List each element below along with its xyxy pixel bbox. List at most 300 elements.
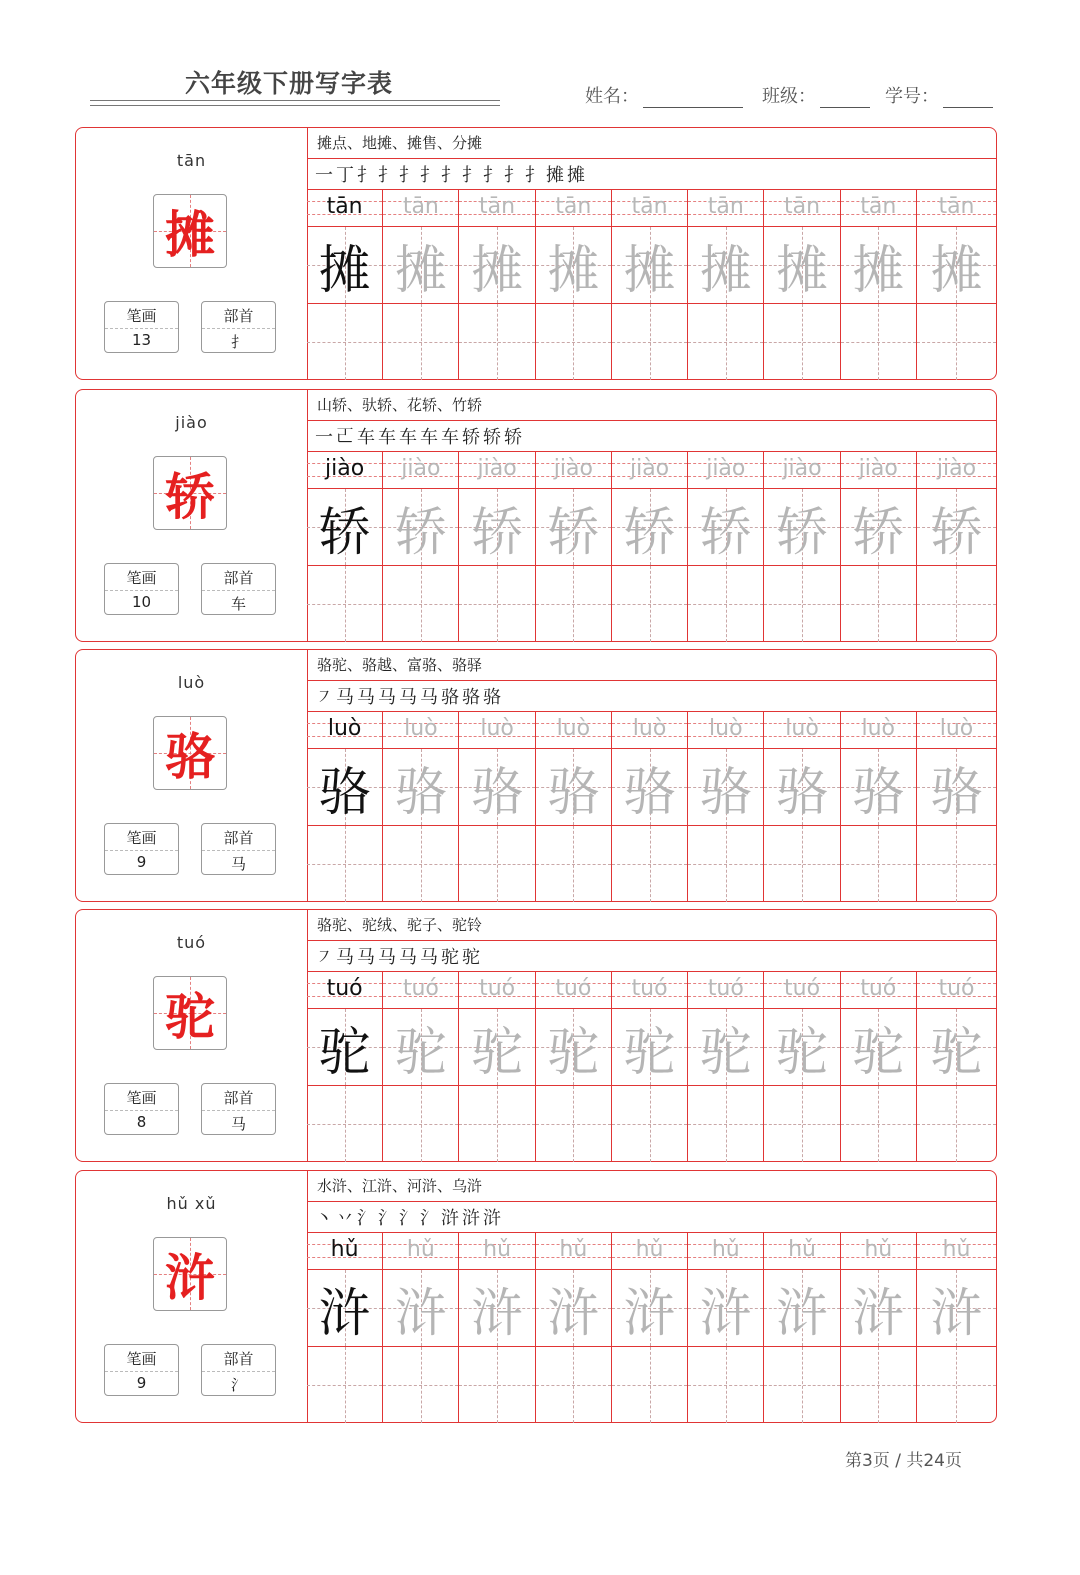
blank-writing-cell[interactable] <box>307 566 382 642</box>
blank-writing-cell[interactable] <box>917 826 996 902</box>
practice-column <box>307 189 383 379</box>
pinyin-cell[interactable] <box>841 711 916 749</box>
practice-column <box>764 711 840 901</box>
blank-writing-cell[interactable] <box>612 826 687 902</box>
stroke-count-box <box>104 823 179 875</box>
tian-zi-cell[interactable] <box>307 749 382 826</box>
practice-grid <box>307 1232 996 1422</box>
stroke-step: 丷 <box>336 1207 354 1229</box>
tian-zi-cell[interactable] <box>841 1270 916 1347</box>
stroke-count-value: 9 <box>136 1374 147 1392</box>
blank-writing-cell[interactable] <box>841 1086 916 1162</box>
stroke-step: 车 <box>441 426 459 448</box>
pinyin-cell[interactable] <box>764 711 839 749</box>
main-character-box <box>153 1237 227 1311</box>
blank-writing-cell[interactable] <box>536 1086 611 1162</box>
stroke-order-row <box>307 1201 996 1233</box>
pinyin-trace: luò <box>785 716 819 741</box>
practice-column <box>917 971 996 1161</box>
pinyin-cell[interactable] <box>841 451 916 489</box>
stroke-count-box <box>104 563 179 615</box>
tian-zi-cell[interactable] <box>764 1270 839 1347</box>
tian-zi-cell[interactable] <box>536 489 611 566</box>
example-words: 山轿、驮轿、花轿、竹轿 <box>307 390 996 421</box>
stroke-step: 氵 <box>378 1207 396 1229</box>
blank-writing-cell[interactable] <box>841 826 916 902</box>
pinyin-cell[interactable] <box>688 189 763 227</box>
practice-column <box>459 971 535 1161</box>
class-field <box>762 82 870 108</box>
tian-zi-cell[interactable] <box>459 1270 534 1347</box>
tian-zi-cell[interactable] <box>841 1009 916 1086</box>
character-block <box>75 649 997 902</box>
pinyin-cell[interactable] <box>764 451 839 489</box>
pinyin-label: tān <box>176 151 207 170</box>
stroke-step: 车 <box>357 426 375 448</box>
character-trace: 驼 <box>547 1022 600 1083</box>
blank-writing-cell[interactable] <box>459 1086 534 1162</box>
stroke-step: 车 <box>420 426 438 448</box>
pinyin-trace: luò <box>404 716 438 741</box>
stroke-step: 驼 <box>462 946 480 968</box>
pinyin-cell[interactable] <box>383 711 458 749</box>
stroke-step: 扌 <box>441 164 459 186</box>
pinyin-trace: luò <box>480 716 514 741</box>
stroke-step: 骆 <box>462 686 480 708</box>
character-block <box>75 909 997 1162</box>
blank-writing-cell[interactable] <box>917 1086 996 1162</box>
stroke-step: 摊 <box>567 164 585 186</box>
pinyin-model: jiào <box>325 456 365 481</box>
practice-grid <box>307 189 996 379</box>
tian-zi-cell[interactable] <box>612 227 687 304</box>
main-character-box <box>153 716 227 790</box>
practice-column <box>383 451 459 641</box>
number-field <box>885 82 993 108</box>
pinyin-cell[interactable] <box>764 189 839 227</box>
blank-writing-cell[interactable] <box>764 304 839 380</box>
pinyin-cell[interactable] <box>612 1232 687 1270</box>
pinyin-cell[interactable] <box>459 971 534 1009</box>
pinyin-cell[interactable] <box>383 971 458 1009</box>
tian-zi-cell[interactable] <box>383 227 458 304</box>
tian-zi-cell[interactable] <box>612 489 687 566</box>
practice-column <box>841 1232 917 1422</box>
blank-writing-cell[interactable] <box>459 566 534 642</box>
blank-writing-cell[interactable] <box>612 1086 687 1162</box>
stroke-step: ㇇ <box>315 686 333 708</box>
blank-writing-cell[interactable] <box>536 826 611 902</box>
class-input-line[interactable] <box>820 87 870 108</box>
stroke-step: 轿 <box>483 426 501 448</box>
pinyin-trace: tuó <box>631 976 668 1001</box>
pinyin-cell[interactable] <box>841 1232 916 1270</box>
stroke-step: 氵 <box>357 1207 375 1229</box>
pinyin-cell[interactable] <box>764 1232 839 1270</box>
pinyin-cell[interactable] <box>459 711 534 749</box>
tian-zi-cell[interactable] <box>307 489 382 566</box>
pinyin-trace: luò <box>556 716 591 741</box>
pinyin-cell[interactable] <box>612 711 687 749</box>
tian-zi-cell[interactable] <box>688 1009 763 1086</box>
blank-writing-cell[interactable] <box>383 1086 458 1162</box>
name-label: 姓名： <box>585 86 639 107</box>
tian-zi-cell[interactable] <box>688 489 763 566</box>
practice-grid <box>307 711 996 901</box>
character-model: 摊 <box>318 240 371 301</box>
pinyin-cell[interactable] <box>536 1232 611 1270</box>
practice-column <box>307 711 383 901</box>
pinyin-cell[interactable] <box>459 451 534 489</box>
page-number: 第3页 / 共24页 <box>845 1451 962 1471</box>
pinyin-trace: luò <box>709 716 743 741</box>
character-trace: 浒 <box>623 1283 676 1344</box>
tian-zi-cell[interactable] <box>764 227 839 304</box>
character-model: 轿 <box>318 502 371 563</box>
tian-zi-cell[interactable] <box>688 749 763 826</box>
pinyin-cell[interactable] <box>917 451 996 489</box>
stroke-count-label: 笔画 <box>126 307 157 325</box>
stroke-step: 扌 <box>399 164 417 186</box>
stroke-step: 马 <box>357 946 375 968</box>
character-trace: 驼 <box>852 1022 905 1083</box>
blank-writing-cell[interactable] <box>688 1086 763 1162</box>
pinyin-label: jiào <box>175 413 208 432</box>
tian-zi-cell[interactable] <box>459 749 534 826</box>
pinyin-cell[interactable] <box>536 189 611 227</box>
practice-column <box>612 451 688 641</box>
pinyin-cell[interactable] <box>917 1232 996 1270</box>
pinyin-label: tuó <box>176 933 207 952</box>
tian-zi-cell[interactable] <box>536 1009 611 1086</box>
stroke-step: 扌 <box>483 164 501 186</box>
character-trace: 摊 <box>394 240 447 301</box>
character-trace: 摊 <box>852 240 905 301</box>
radical-box <box>201 1344 276 1396</box>
pinyin-cell[interactable] <box>307 189 382 227</box>
practice-column <box>459 451 535 641</box>
name-input-line[interactable] <box>643 87 743 108</box>
blank-writing-cell[interactable] <box>383 304 458 380</box>
blank-writing-cell[interactable] <box>383 826 458 902</box>
tian-zi-cell[interactable] <box>383 1270 458 1347</box>
character-trace: 驼 <box>699 1022 752 1083</box>
practice-column <box>459 1232 535 1422</box>
pinyin-trace: tān <box>479 194 516 219</box>
tian-zi-cell[interactable] <box>688 227 763 304</box>
pinyin-trace: hǔ <box>942 1237 971 1262</box>
character-trace: 骆 <box>394 762 447 823</box>
stroke-step: 骆 <box>441 686 459 708</box>
tian-zi-cell[interactable] <box>841 489 916 566</box>
pinyin-label: luò <box>177 673 206 692</box>
pinyin-trace: hǔ <box>864 1237 893 1262</box>
character-model: 骆 <box>318 762 371 823</box>
blank-writing-cell[interactable] <box>688 566 763 642</box>
pinyin-trace: tuó <box>784 976 821 1001</box>
pinyin-cell[interactable] <box>536 971 611 1009</box>
practice-column <box>688 451 764 641</box>
pinyin-cell[interactable] <box>536 451 611 489</box>
character-trace: 骆 <box>852 762 905 823</box>
character-model: 驼 <box>318 1022 371 1083</box>
pinyin-trace: jiào <box>782 456 822 481</box>
tian-zi-cell[interactable] <box>459 489 534 566</box>
main-character: 驼 <box>165 987 215 1046</box>
character-trace: 轿 <box>930 502 983 563</box>
stroke-step: 马 <box>399 946 417 968</box>
stroke-step: 浒 <box>462 1207 480 1229</box>
pinyin-cell[interactable] <box>383 189 458 227</box>
blank-writing-cell[interactable] <box>459 304 534 380</box>
character-info-panel <box>76 128 308 379</box>
stroke-step: 一 <box>315 164 333 186</box>
radical-box <box>201 823 276 875</box>
blank-writing-cell[interactable] <box>841 304 916 380</box>
pinyin-trace: jiào <box>401 456 441 481</box>
stroke-step: 骆 <box>483 686 501 708</box>
practice-grid <box>307 451 996 641</box>
pinyin-cell[interactable] <box>459 1232 534 1270</box>
blank-writing-cell[interactable] <box>917 566 996 642</box>
pinyin-trace: jiào <box>629 456 670 481</box>
character-trace: 摊 <box>699 240 752 301</box>
radical-value: 马 <box>230 855 246 873</box>
stroke-order-row <box>307 680 996 712</box>
character-trace: 浒 <box>776 1283 829 1344</box>
blank-writing-cell[interactable] <box>841 1347 916 1423</box>
pinyin-cell[interactable] <box>536 711 611 749</box>
stroke-step: ㇇ <box>315 946 333 968</box>
blank-writing-cell[interactable] <box>307 1347 382 1423</box>
tian-zi-cell[interactable] <box>917 1009 996 1086</box>
stroke-step: 马 <box>399 686 417 708</box>
tian-zi-cell[interactable] <box>841 749 916 826</box>
pinyin-model: tuó <box>326 976 363 1001</box>
character-trace: 驼 <box>471 1022 524 1083</box>
main-character: 轿 <box>165 467 215 526</box>
blank-writing-cell[interactable] <box>688 304 763 380</box>
tian-zi-cell[interactable] <box>764 489 839 566</box>
radical-box <box>201 301 276 353</box>
blank-writing-cell[interactable] <box>764 1086 839 1162</box>
tian-zi-cell[interactable] <box>612 1009 687 1086</box>
tian-zi-cell[interactable] <box>917 489 996 566</box>
tian-zi-cell[interactable] <box>612 749 687 826</box>
stroke-step: 丶 <box>315 1207 333 1229</box>
pinyin-model: hǔ <box>330 1237 359 1262</box>
pinyin-cell[interactable] <box>917 189 996 227</box>
blank-writing-cell[interactable] <box>459 1347 534 1423</box>
pinyin-trace: jiào <box>858 456 898 481</box>
pinyin-trace: tuó <box>938 976 975 1001</box>
stroke-count-label: 笔画 <box>126 1089 157 1107</box>
pinyin-cell[interactable] <box>917 971 996 1009</box>
blank-writing-cell[interactable] <box>841 566 916 642</box>
pinyin-trace: luò <box>861 716 896 741</box>
practice-panel <box>307 650 996 901</box>
character-trace: 轿 <box>699 502 752 563</box>
blank-writing-cell[interactable] <box>612 566 687 642</box>
pinyin-cell[interactable] <box>383 451 458 489</box>
practice-column <box>536 971 612 1161</box>
practice-column <box>536 711 612 901</box>
blank-writing-cell[interactable] <box>536 1347 611 1423</box>
blank-writing-cell[interactable] <box>612 304 687 380</box>
pinyin-trace: tān <box>707 194 744 219</box>
page-header <box>0 0 1080 120</box>
pinyin-cell[interactable] <box>307 451 382 489</box>
tian-zi-cell[interactable] <box>536 227 611 304</box>
tian-zi-cell[interactable] <box>307 1270 382 1347</box>
practice-column <box>841 451 917 641</box>
radical-value: 车 <box>230 595 246 613</box>
practice-panel <box>307 1171 996 1422</box>
tian-zi-cell[interactable] <box>459 1009 534 1086</box>
blank-writing-cell[interactable] <box>536 566 611 642</box>
pinyin-trace: hǔ <box>559 1237 588 1262</box>
stroke-step: 马 <box>336 946 354 968</box>
tian-zi-cell[interactable] <box>536 1270 611 1347</box>
character-trace: 轿 <box>547 502 600 563</box>
pinyin-trace: hǔ <box>711 1237 740 1262</box>
main-character-box <box>153 456 227 530</box>
blank-writing-cell[interactable] <box>307 304 382 380</box>
stroke-order-row <box>307 940 996 972</box>
tian-zi-cell[interactable] <box>841 227 916 304</box>
practice-panel <box>307 390 996 641</box>
radical-label: 部首 <box>223 569 254 587</box>
practice-column <box>917 451 996 641</box>
practice-column <box>764 451 840 641</box>
practice-column <box>917 189 996 379</box>
pinyin-cell[interactable] <box>688 711 763 749</box>
tian-zi-cell[interactable] <box>917 749 996 826</box>
stroke-step: 扌 <box>357 164 375 186</box>
blank-writing-cell[interactable] <box>307 826 382 902</box>
pinyin-cell[interactable] <box>764 971 839 1009</box>
pinyin-cell[interactable] <box>307 711 382 749</box>
blank-writing-cell[interactable] <box>612 1347 687 1423</box>
blank-writing-cell[interactable] <box>383 1347 458 1423</box>
main-character: 骆 <box>165 727 215 786</box>
tian-zi-cell[interactable] <box>536 749 611 826</box>
character-trace: 轿 <box>623 502 676 563</box>
tian-zi-cell[interactable] <box>307 227 382 304</box>
tian-zi-cell[interactable] <box>764 749 839 826</box>
pinyin-cell[interactable] <box>841 971 916 1009</box>
blank-writing-cell[interactable] <box>383 566 458 642</box>
pinyin-trace: jiào <box>477 456 517 481</box>
pinyin-cell[interactable] <box>612 451 687 489</box>
character-trace: 驼 <box>930 1022 983 1083</box>
main-character-box <box>153 976 227 1050</box>
example-words: 水浒、江浒、河浒、乌浒 <box>307 1171 996 1202</box>
radical-box <box>201 1083 276 1135</box>
pinyin-trace: tuó <box>860 976 897 1001</box>
pinyin-cell[interactable] <box>459 189 534 227</box>
stroke-count-box <box>104 1083 179 1135</box>
character-trace: 浒 <box>394 1283 447 1344</box>
practice-column <box>612 971 688 1161</box>
blank-writing-cell[interactable] <box>307 1086 382 1162</box>
practice-column <box>383 971 459 1161</box>
practice-column <box>536 189 612 379</box>
tian-zi-cell[interactable] <box>383 489 458 566</box>
blank-writing-cell[interactable] <box>536 304 611 380</box>
practice-column <box>917 1232 996 1422</box>
blank-writing-cell[interactable] <box>764 826 839 902</box>
tian-zi-cell[interactable] <box>383 1009 458 1086</box>
practice-column <box>688 711 764 901</box>
stroke-count-box <box>104 1344 179 1396</box>
tian-zi-cell[interactable] <box>688 1270 763 1347</box>
blank-writing-cell[interactable] <box>764 1347 839 1423</box>
pinyin-cell[interactable] <box>917 711 996 749</box>
pinyin-trace: tān <box>938 194 975 219</box>
pinyin-cell[interactable] <box>688 1232 763 1270</box>
character-trace: 骆 <box>623 762 676 823</box>
tian-zi-cell[interactable] <box>764 1009 839 1086</box>
pinyin-cell[interactable] <box>688 971 763 1009</box>
stroke-step: 丁 <box>336 164 354 186</box>
stroke-step: 马 <box>420 946 438 968</box>
radical-value: 扌 <box>230 333 246 351</box>
tian-zi-cell[interactable] <box>459 227 534 304</box>
stroke-step: 轿 <box>504 426 522 448</box>
stroke-count-value: 10 <box>131 593 152 611</box>
pinyin-cell[interactable] <box>612 189 687 227</box>
tian-zi-cell[interactable] <box>917 227 996 304</box>
blank-writing-cell[interactable] <box>917 304 996 380</box>
tian-zi-cell[interactable] <box>612 1270 687 1347</box>
practice-column <box>536 451 612 641</box>
pinyin-cell[interactable] <box>688 451 763 489</box>
blank-writing-cell[interactable] <box>764 566 839 642</box>
blank-writing-cell[interactable] <box>459 826 534 902</box>
blank-writing-cell[interactable] <box>688 826 763 902</box>
number-input-line[interactable] <box>943 87 993 108</box>
tian-zi-cell[interactable] <box>307 1009 382 1086</box>
pinyin-cell[interactable] <box>841 189 916 227</box>
character-block <box>75 1170 997 1423</box>
tian-zi-cell[interactable] <box>917 1270 996 1347</box>
blank-writing-cell[interactable] <box>688 1347 763 1423</box>
blank-writing-cell[interactable] <box>917 1347 996 1423</box>
stroke-count-label: 笔画 <box>126 829 157 847</box>
radical-value: 马 <box>230 1115 246 1133</box>
practice-column <box>612 189 688 379</box>
pinyin-cell[interactable] <box>383 1232 458 1270</box>
character-trace: 轿 <box>852 502 905 563</box>
example-words: 摊点、地摊、摊售、分摊 <box>307 128 996 159</box>
character-trace: 摊 <box>471 240 524 301</box>
pinyin-model: tān <box>326 194 363 219</box>
pinyin-cell[interactable] <box>612 971 687 1009</box>
pinyin-trace: tuó <box>479 976 516 1001</box>
pinyin-cell[interactable] <box>307 1232 382 1270</box>
stroke-step: 浒 <box>441 1207 459 1229</box>
stroke-step: 𠀀 <box>336 425 354 447</box>
stroke-count-label: 笔画 <box>126 1350 157 1368</box>
practice-column <box>307 971 383 1161</box>
pinyin-cell[interactable] <box>307 971 382 1009</box>
tian-zi-cell[interactable] <box>383 749 458 826</box>
stroke-count-value: 13 <box>131 331 152 349</box>
character-trace: 骆 <box>930 762 983 823</box>
practice-column <box>841 189 917 379</box>
pinyin-trace: hǔ <box>483 1237 512 1262</box>
